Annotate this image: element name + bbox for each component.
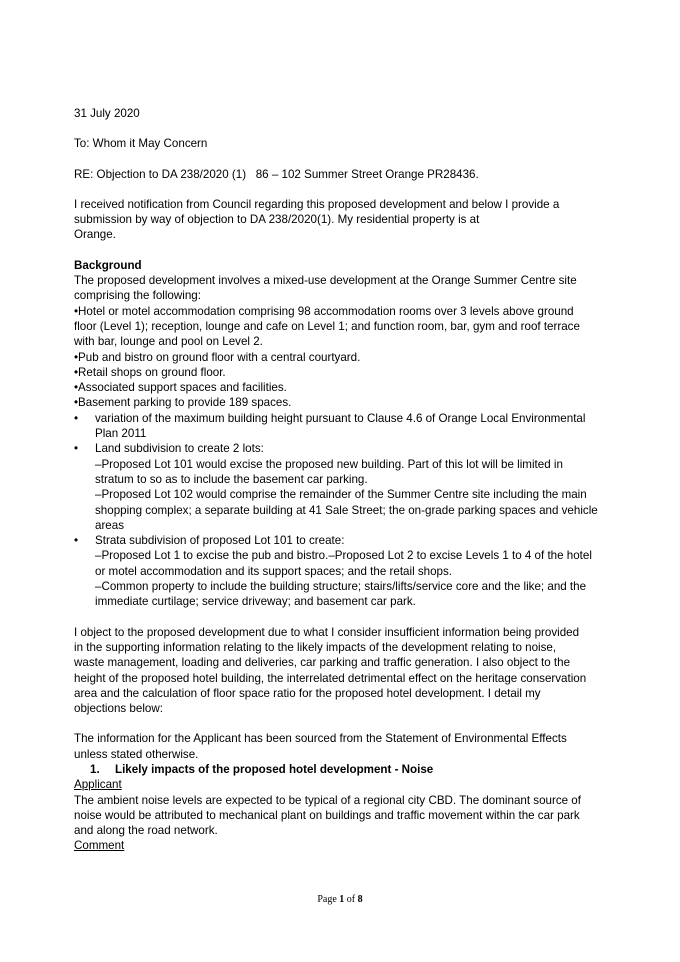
bullet-line: Land subdivision to create 2 lots: xyxy=(95,442,264,456)
section-title: Likely impacts of the proposed hotel development - Noise xyxy=(115,762,434,776)
background-line: •Pub and bistro on ground floor with a central courtyard. xyxy=(74,350,361,364)
bullet-item-height-variation xyxy=(74,411,604,442)
objection-line: objections below: xyxy=(74,702,163,716)
comment-heading: Comment xyxy=(74,839,125,853)
background-line: •Hotel or motel accommodation comprising 98 accommodation rooms over 3 levels above ground xyxy=(74,304,574,318)
source-line: The information for the Applicant has been sourced from the Statement of Environmental Effects xyxy=(74,732,567,746)
page-of-word: of xyxy=(346,894,356,905)
source-line: unless stated otherwise. xyxy=(74,747,199,761)
applicant-line: and along the road network. xyxy=(74,824,218,838)
objection-line: height of the proposed hotel building, the interrelated detrimental effect on the heritage conservation xyxy=(74,671,587,685)
section-heading xyxy=(74,762,604,777)
background-line: The proposed development involves a mixed-use development at the Orange Summer Centre site xyxy=(74,274,577,288)
background-line: •Associated support spaces and facilities. xyxy=(74,381,287,395)
letter-recipient: To: Whom it May Concern xyxy=(74,137,208,151)
section-noise xyxy=(74,762,604,854)
intro-line: I received notification from Council regarding this proposed development and below I provide a xyxy=(74,197,560,211)
bullet-line: –Proposed Lot 102 would comprise the remainder of the Summer Centre site including the main xyxy=(95,488,587,502)
applicant-line: noise would be attributed to mechanical plant on buildings and traffic movement within the car park xyxy=(74,808,580,822)
bullet-line: stratum to so as to include the basement car parking. xyxy=(95,472,368,486)
background-line: floor (Level 1); reception, lounge and cafe on Level 1; and function room, bar, gym and roof terrace xyxy=(74,319,580,333)
page-word: Page xyxy=(317,894,337,905)
letter-subject: RE: Objection to DA 238/2020 (1) 86 – 102 Summer Street Orange PR28436. xyxy=(74,167,479,181)
letter-date: 31 July 2020 xyxy=(74,107,140,120)
background-line: with bar, lounge and pool on Level 2. xyxy=(74,335,263,349)
bullet-line: variation of the maximum building height pursuant to Clause 4.6 of Orange Local Environmental xyxy=(95,411,586,425)
page-footer xyxy=(0,894,680,905)
background-section xyxy=(74,258,604,610)
intro-line: Orange. xyxy=(74,228,116,242)
bullet-line: shopping complex; a separate building at 41 Sale Street; the on-grade parking spaces and vehicle xyxy=(95,503,598,517)
section-number: 1. xyxy=(90,762,100,776)
bullet-line: or motel accommodation and its support spaces; and the retail shops. xyxy=(95,564,453,578)
bullet-line: immediate curtilage; service driveway; and basement car park. xyxy=(95,595,416,609)
page-current: 1 xyxy=(339,894,345,905)
bullet-marker: • xyxy=(74,442,79,456)
intro-line: submission by way of objection to DA 238/2020(1). My residential property is at xyxy=(74,213,480,227)
background-line: •Basement parking to provide 189 spaces. xyxy=(74,396,292,410)
bullet-line: areas xyxy=(95,518,125,532)
page-total: 8 xyxy=(357,894,363,905)
bullet-line: Strata subdivision of proposed Lot 101 to create: xyxy=(95,534,345,548)
bullet-marker: • xyxy=(74,534,79,548)
letter-body xyxy=(74,106,604,854)
bullet-item-strata-subdivision xyxy=(74,533,604,609)
objection-line: in the supporting information relating to the likely impacts of the development relating to noise, xyxy=(74,640,557,654)
bullet-line: –Proposed Lot 101 would excise the proposed new building. Part of this lot will be limited in xyxy=(95,457,563,471)
background-heading: Background xyxy=(74,258,142,272)
background-line: •Retail shops on ground floor. xyxy=(74,365,226,379)
objection-paragraph xyxy=(74,625,604,717)
bullet-line: –Proposed Lot 1 to excise the pub and bistro.–Proposed Lot 2 to excise Levels 1 to 4 of the hotel xyxy=(95,549,592,563)
bullet-line: –Common property to include the building structure; stairs/lifts/service core and the like; and the xyxy=(95,580,587,594)
source-paragraph xyxy=(74,731,604,762)
objection-line: area and the calculation of floor space ratio for the proposed hotel development. I detail my xyxy=(74,686,541,700)
applicant-heading: Applicant xyxy=(74,778,122,792)
objection-line: waste management, loading and deliveries, car parking and traffic generation. I also object to the xyxy=(74,656,571,670)
background-line: comprising the following: xyxy=(74,289,201,303)
bullet-item-land-subdivision xyxy=(74,441,604,533)
bullet-marker: • xyxy=(74,411,79,425)
applicant-line: The ambient noise levels are expected to be typical of a regional city CBD. The dominant source of xyxy=(74,793,581,807)
intro-paragraph xyxy=(74,197,604,243)
bullet-line: Plan 2011 xyxy=(95,427,147,441)
objection-line: I object to the proposed development due to what I consider insufficient information being provided xyxy=(74,625,580,639)
